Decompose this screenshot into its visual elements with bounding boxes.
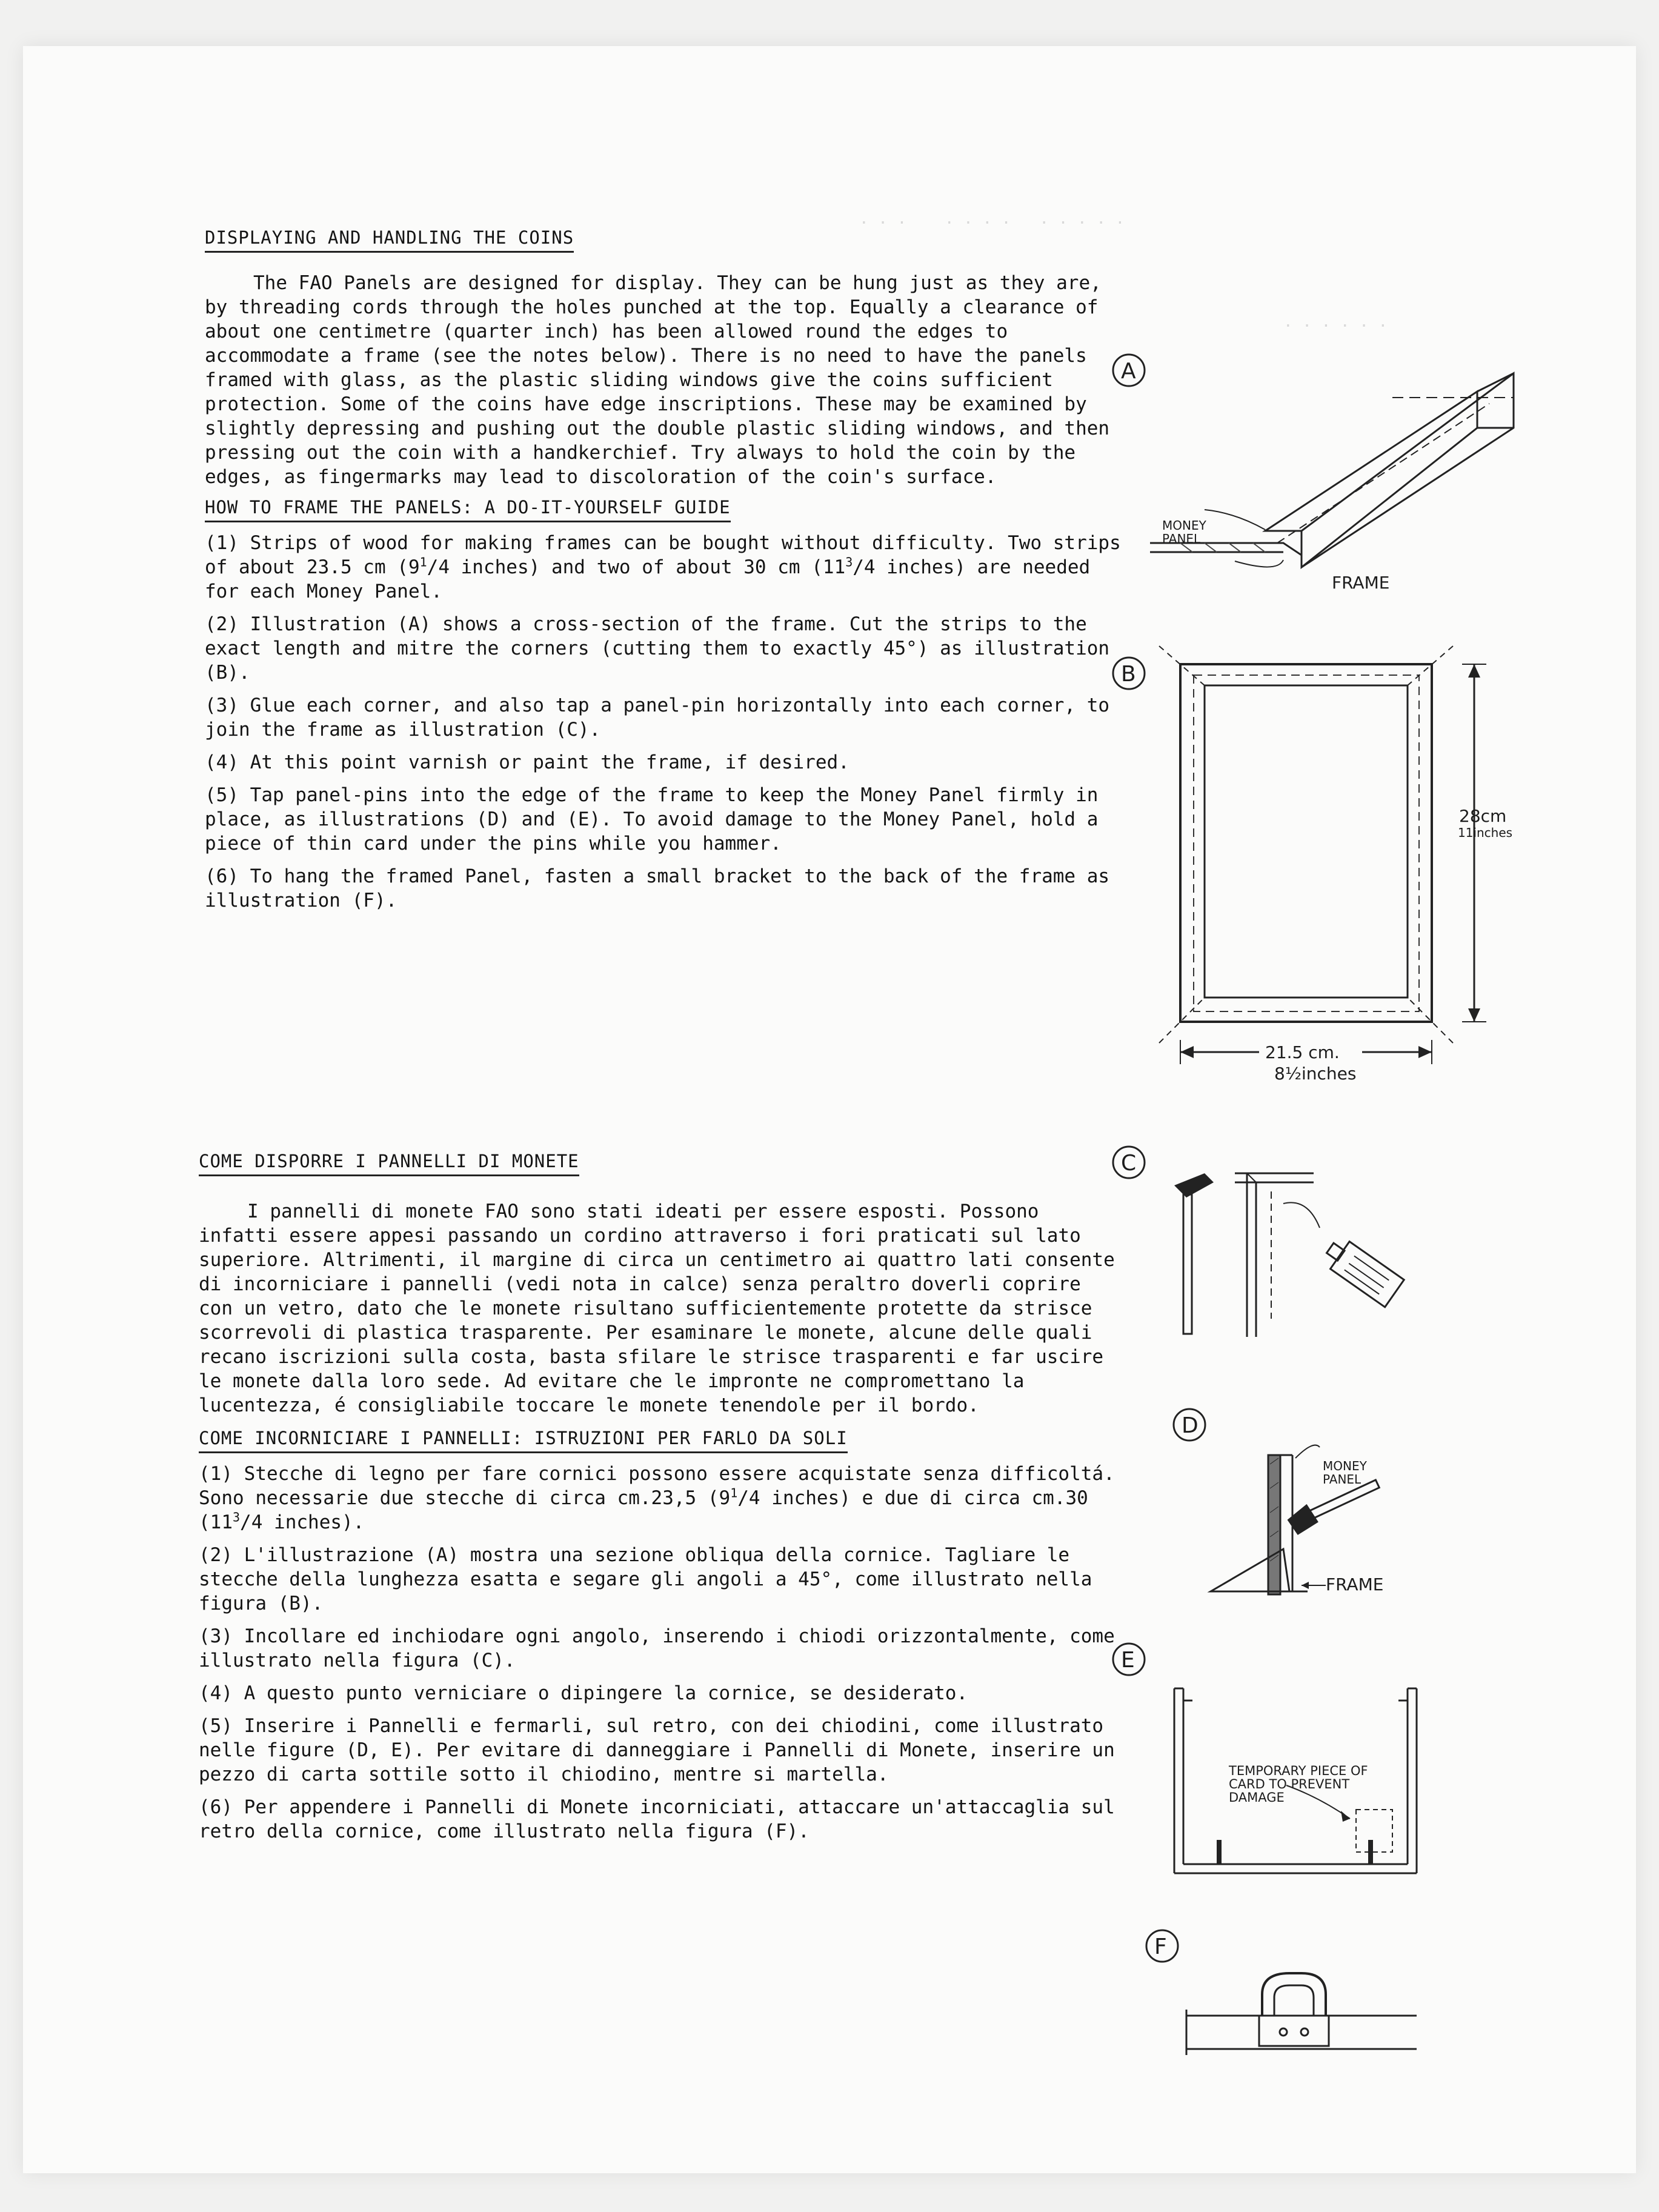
step-6-it: (6) Per appendere i Pannelli di Monete incorniciati, attaccare un'attaccaglia sul retro della cornice, come illustrato nella figura (F).	[199, 1796, 1115, 1842]
step-5-it: (5) Inserire i Pannelli e fermarli, sul retro, con dei chiodini, come illustrato nelle figure (D, E). Per evitare di danneggiare i Pannelli di Monete, inserire un pezzo di carta sottile sotto il chiodino, mentre si martella.	[199, 1715, 1115, 1785]
step-2-en: (2) Illustration (A) shows a cross-section of the frame. Cut the strips to the exact length and mitre the corners (cutting them to exactly 45°) as illustration (B).	[205, 613, 1110, 684]
frame-label-a: FRAME	[1332, 573, 1390, 593]
illustration-a	[1102, 349, 1538, 604]
mitred-frame-drawing	[1102, 640, 1538, 1113]
step-4-en: (4) At this point varnish or paint the frame, if desired.	[205, 751, 849, 773]
display-heading-it: COME DISPORRE I PANNELLI DI MONETE	[199, 1149, 579, 1176]
hanging-bracket-drawing	[1102, 1913, 1465, 2058]
show-through-text: . . . . . . . . . . . .	[859, 210, 1125, 228]
letter-e: E	[1121, 1648, 1135, 1673]
illustration-d	[1162, 1404, 1453, 1610]
money-panel-label-d: MONEY PANEL	[1323, 1459, 1367, 1487]
step-5-en: (5) Tap panel-pins into the edge of the frame to keep the Money Panel firmly in place, as illustrations (D) and (E). To avoid damage to the Money Panel, hold a piece of thin card under the pins while you hammer.	[205, 784, 1099, 854]
display-paragraph-en: The FAO Panels are designed for display. They can be hung just as they are, by threading cords through the holes punched at the top. Equally a clearance of about one centimetre (quarter inch) has been allowed round the edges to accommodate a frame (see the notes below). There is no need to have the panels framed with glass, as the plastic sliding windows give the coins sufficient protection. Some of the coins have edge inscriptions. These may be examined by slightly depressing and pushing out the double plastic sliding windows, and then pressing out the coin with a handkerchief. Try always to hold the coin by the edges, as fingermarks may lead to discoloration of the coin's surface.	[205, 272, 1110, 488]
pin-panel-drawing	[1162, 1404, 1453, 1610]
step-3-en: (3) Glue each corner, and also tap a panel-pin horizontally into each corner, to join the frame as illustration (C).	[205, 695, 1110, 741]
illustration-c	[1102, 1137, 1441, 1343]
card-note-label: TEMPORARY PIECE OF CARD TO PREVENT DAMAGE	[1229, 1764, 1368, 1805]
frame-heading-it: COME INCORNICIARE I PANNELLI: ISTRUZIONI PER FARLO DA SOLI	[199, 1426, 848, 1453]
step-3-it: (3) Incollare ed inchiodare ogni angolo, inserendo i chiodi orizzontalmente, come illustrato nella figura (C).	[199, 1625, 1115, 1671]
frame-label-d: FRAME	[1326, 1574, 1384, 1594]
glue-and-pin-drawing	[1102, 1137, 1441, 1343]
show-through-text: . . . . . .	[1283, 313, 1388, 331]
step-2-it: (2) L'illustrazione (A) mostra una sezione obliqua della cornice. Tagliare le stecche della lunghezza esatta e segare gli angoli a 45°, come illustrato nella figura (B).	[199, 1544, 1092, 1614]
display-paragraph-it: I pannelli di monete FAO sono stati ideati per essere esposti. Possono infatti essere appesi passando un cordino attraverso i fori praticati sul lato superiore. Altrimenti, il margine di circa un centimetro ai quattro lati consente di incorniciare i pannelli (vedi nota in calce) senza peraltro doverli coprire con un vetro, dato che le monete risultano sufficientemente protette da strisce scorrevoli di plastica trasparente. Per esaminare le monete, alcune delle quali recano iscrizioni sulla costa, basta sfilare le strisce trasparenti e far uscire le monete dalla loro sede. Ad evitare che le impronte ne compromettano la lucentezza, é consigliabile toccare le monete tenendole per il bordo.	[199, 1201, 1115, 1416]
illustration-f	[1102, 1913, 1465, 2058]
letter-a: A	[1121, 359, 1136, 384]
step-1-it: (1) Stecche di legno per fare cornici possono essere acquistate senza difficoltá. Sono necessarie due stecche di circa cm.23,5 ($9^1/4$ inches) e due di circa cm.30 ($11^3/4$ inches).	[199, 1463, 1115, 1533]
money-panel-label-a: MONEY PANEL	[1162, 518, 1206, 546]
document-sheet	[23, 46, 1636, 2173]
width-in-label: 8½inches	[1274, 1064, 1357, 1084]
height-cm-label: 28cm	[1459, 806, 1507, 826]
step-1-en: (1) Strips of wood for making frames can be bought without difficulty. Two strips of about 23.5 cm ($9^1/4$ inches) and two of about 30 cm ($11^3/4$ inches) are needed for each Money Panel.	[205, 532, 1121, 602]
english-section	[205, 225, 1126, 913]
frame-heading-en: HOW TO FRAME THE PANELS: A DO-IT-YOURSELF GUIDE	[205, 495, 731, 522]
display-heading-en: DISPLAYING AND HANDLING THE COINS	[205, 225, 574, 253]
temporary-card-drawing	[1102, 1634, 1465, 1888]
letter-f: F	[1154, 1934, 1167, 1959]
illustration-e	[1102, 1634, 1465, 1888]
letter-c: C	[1121, 1151, 1137, 1176]
step-4-it: (4) A questo punto verniciare o dipingere la cornice, se desiderato.	[199, 1682, 968, 1704]
illustration-b	[1102, 640, 1538, 1113]
width-cm-label: 21.5 cm.	[1265, 1042, 1340, 1062]
step-6-en: (6) To hang the framed Panel, fasten a small bracket to the back of the frame as illustration (F).	[205, 865, 1110, 911]
frame-cross-section-drawing	[1102, 349, 1538, 604]
height-in-label: 11inches	[1458, 825, 1513, 840]
italian-section	[199, 1149, 1120, 1844]
letter-b: B	[1121, 662, 1136, 687]
letter-d: D	[1182, 1413, 1199, 1438]
